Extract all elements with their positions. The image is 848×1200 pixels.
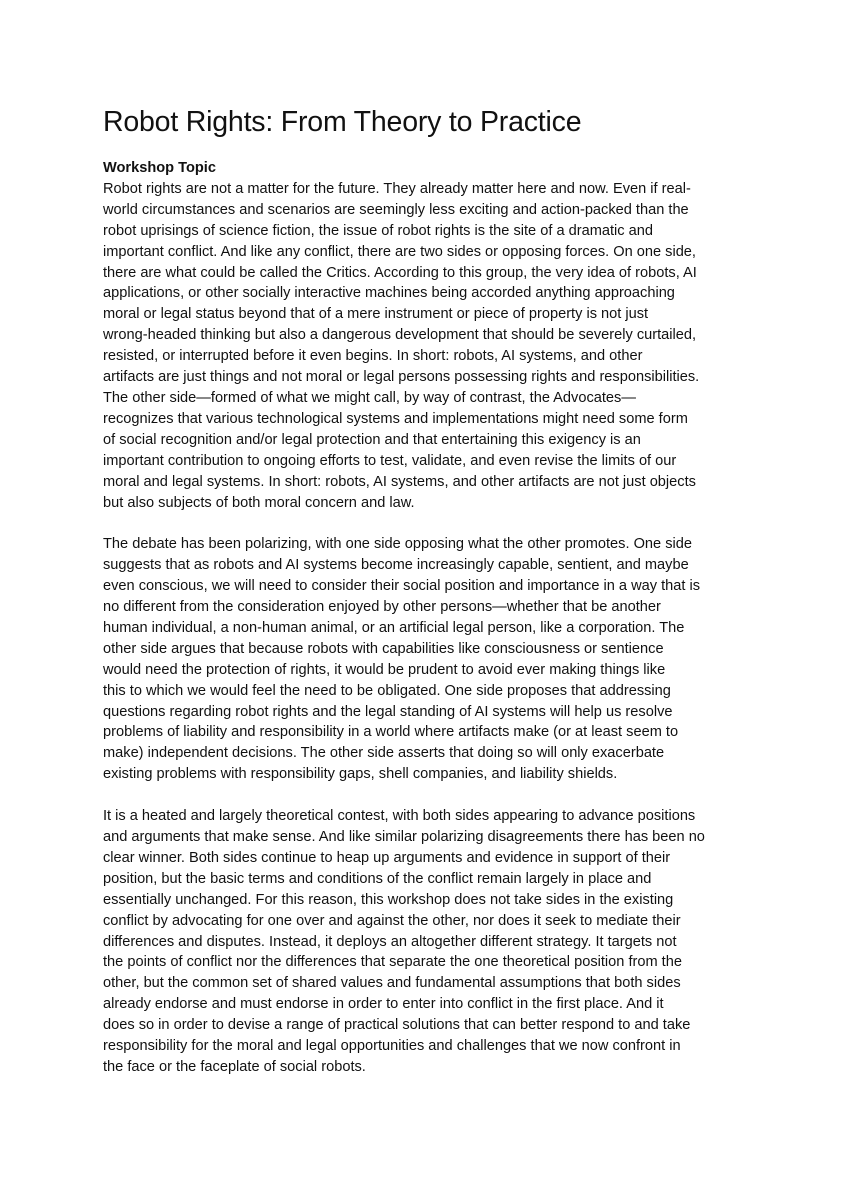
paragraph-1: Robot rights are not a matter for the future. They already matter here and now. Even if real- world circumstances and scenarios are seemingly less exciting and action-packed than the robot uprisings of science fiction, the issue of robot rights is the site of a dramatic and important conflict. And like any conflict, there are two sides or opposing forces. On one side, there are what could be called the Critics. According to this group, the very idea of robots, AI applications, or other socially interactive machines being accorded anything approaching moral or legal status beyond that of a mere instrument or piece of property is not just wrong-headed thinking but also a dangerous development that should be severely curtailed, resisted, or interrupted before it even begins. In short: robots, AI systems, and other artifacts are just things and not moral or legal persons possessing rights and responsibilities. The other side—formed of what we might call, by way of contrast, the Advocates— recognizes that various technological systems and implementations might need some form of social recognition and/or legal protection and that entertaining this exigency is an important contribution to ongoing efforts to test, validate, and even revise the limits of our moral and legal systems. In short: robots, AI systems, and other artifacts are not just objects but also subjects of both moral concern and law. (103, 180, 700, 511)
document-title: Robot Rights: From Theory to Practice (103, 106, 582, 138)
document-page (103, 104, 751, 1099)
paragraph-2: The debate has been polarizing, with one side opposing what the other promotes. One side suggests that as robots and AI systems become increasingly capable, sentient, and maybe even conscious, we will need to consider their social position and importance in a way that is no different from the consideration enjoyed by other persons—whether that be another human individual, a non-human animal, or an artificial legal person, like a corporation. The other side argues that because robots with capabilities like consciousness or sentience would need the protection of rights, it would be prudent to avoid ever making things like this to which we would feel the need to be obligated. One side proposes that addressing questions regarding robot rights and the legal standing of AI systems will help us resolve problems of liability and responsibility in a world where artifacts make (or at least seem to make) independent decisions. The other side asserts that doing so will only exacerbate existing problems with responsibility gaps, shell companies, and liability shields. (103, 536, 701, 783)
paragraph-3: It is a heated and largely theoretical contest, with both sides appearing to advance positions and arguments that make sense. And like similar polarizing disagreements there has been no clear winner. Both sides continue to heap up arguments and evidence in support of their position, but the basic terms and conditions of the conflict remain largely in place and essentially unchanged. For this reason, this workshop does not take sides in the existing conflict by advocating for one over and against the other, nor does it seek to mediate their differences and disputes. Instead, it deploys an altogether different strategy. It targets not the points of conflict nor the differences that separate the one theoretical position from the other, but the common set of shared values and fundamental assumptions that both sides already endorse and must endorse in order to enter into conflict in the first place. And it does so in order to devise a range of practical solutions that can better respond to and take responsibility for the moral and legal opportunities and challenges that we now confront in the face or the faceplate of social robots. (103, 808, 705, 1075)
section-heading: Workshop Topic (103, 160, 216, 176)
